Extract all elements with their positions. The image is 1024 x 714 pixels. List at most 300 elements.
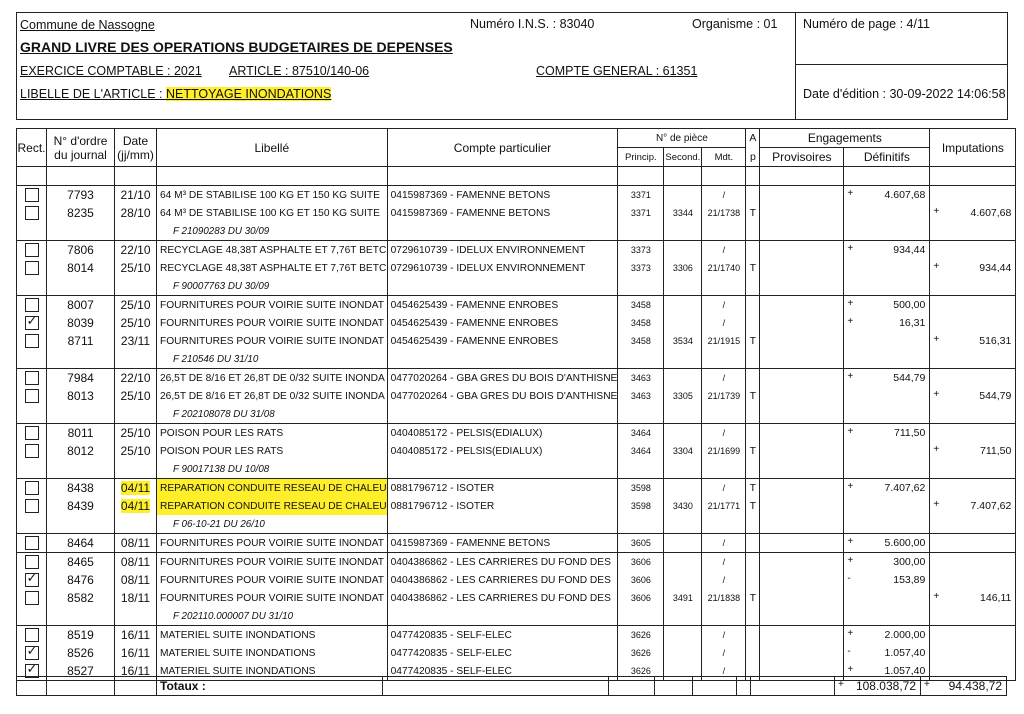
page-title: GRAND LIVRE DES OPERATIONS BUDGETAIRES DE DEPENSES — [20, 39, 453, 55]
imputations-cell — [930, 259, 1016, 277]
definitifs-cell — [844, 571, 930, 589]
provisoires-cell — [760, 553, 844, 572]
row-cell — [746, 350, 760, 369]
libelle-cell: FOURNITURES POUR VOIRIE SUITE INONDAT — [157, 571, 388, 589]
def-value: 7.407,62 — [884, 482, 926, 494]
mdt-cell: / — [702, 626, 746, 645]
ap-cell — [746, 314, 760, 332]
row-cell — [17, 515, 47, 534]
second-cell — [664, 296, 702, 315]
col-date-line2: (jj/mm) — [117, 147, 154, 162]
mdt-cell: / — [702, 424, 746, 443]
row-cell — [47, 460, 115, 479]
ap-cell: T — [746, 387, 760, 405]
date-value: 28/10 — [120, 206, 151, 220]
imputations-cell — [930, 626, 1016, 645]
row-cell — [47, 607, 115, 626]
provisoires-cell — [760, 571, 844, 589]
second-cell — [664, 534, 702, 553]
invoice-reference-row — [17, 607, 1016, 626]
row-cell — [760, 460, 844, 479]
totals-imp-sign: + — [924, 679, 930, 690]
col-second: Second. — [664, 148, 702, 167]
second-cell — [664, 626, 702, 645]
row-cell — [702, 460, 746, 479]
provisoires-cell — [760, 314, 844, 332]
date-cell — [115, 442, 157, 460]
provisoires-cell — [760, 204, 844, 222]
ordre-cell: 8039 — [47, 314, 115, 332]
article-code: ARTICLE : 87510/140-06 — [229, 64, 370, 78]
imp-value: 711,50 — [980, 445, 1012, 457]
def-sign: + — [847, 664, 854, 675]
ordre-cell: 8711 — [47, 332, 115, 350]
compte-cell: 0404386862 - LES CARRIERES DU FOND DES — [387, 589, 618, 607]
definitifs-cell — [844, 442, 930, 460]
row-cell — [115, 607, 157, 626]
rect-checkbox[interactable] — [25, 334, 39, 348]
spacer-cell — [760, 167, 844, 186]
compte-cell: 0477420835 - SELF-ELEC — [387, 644, 618, 662]
rect-cell — [17, 534, 47, 553]
rect-checkbox[interactable] — [25, 316, 39, 330]
libelle-cell: FOURNITURES POUR VOIRIE SUITE INONDAT — [157, 553, 388, 572]
row-cell — [702, 405, 746, 424]
mdt-cell: / — [702, 662, 746, 681]
row-cell — [115, 515, 157, 534]
date-cell — [115, 332, 157, 350]
date-cell — [115, 644, 157, 662]
ordre-cell: 7793 — [47, 186, 115, 205]
invoice-reference-row — [17, 460, 1016, 479]
table-row — [17, 241, 1016, 260]
compte-cell: 0477020264 - GBA GRES DU BOIS D'ANTHISNE — [387, 387, 618, 405]
rect-cell — [17, 241, 47, 260]
libelle-cell: 26,5T DE 8/16 ET 26,8T DE 0/32 SUITE INONDA — [157, 387, 388, 405]
date-value: 25/10 — [120, 444, 151, 458]
table-row — [17, 626, 1016, 645]
second-cell: 3304 — [664, 442, 702, 460]
row-cell — [664, 607, 702, 626]
col-ordre-line2: du journal — [54, 147, 107, 162]
totals-cell — [609, 677, 655, 696]
col-mdt: Mdt. — [702, 148, 746, 167]
rect-checkbox[interactable] — [25, 206, 39, 220]
def-sign: + — [847, 628, 854, 639]
spacer-cell — [47, 167, 115, 186]
mdt-cell: / — [702, 186, 746, 205]
row-cell — [618, 277, 664, 296]
row-cell — [930, 405, 1016, 424]
mdt-cell: / — [702, 534, 746, 553]
date-cell — [115, 186, 157, 205]
date-value: 16/11 — [120, 628, 151, 642]
spacer-cell — [746, 167, 760, 186]
second-cell: 3344 — [664, 204, 702, 222]
row-cell — [844, 277, 930, 296]
imp-value: 146,11 — [980, 592, 1012, 604]
ordre-cell: 8526 — [47, 644, 115, 662]
totals-cell — [47, 677, 115, 696]
totals-table — [16, 676, 1007, 696]
princip-cell: 3458 — [618, 332, 664, 350]
table-row — [17, 589, 1016, 607]
date-cell — [115, 497, 157, 515]
row-cell — [115, 350, 157, 369]
libelle-cell: MATERIEL SUITE INONDATIONS — [157, 644, 388, 662]
compte-cell: 0404085172 - PELSIS(EDIALUX) — [387, 424, 618, 443]
second-cell — [664, 571, 702, 589]
ap-cell — [746, 571, 760, 589]
invoice-reference: F 06-10-21 DU 26/10 — [157, 515, 388, 534]
ap-cell — [746, 186, 760, 205]
rect-checkbox[interactable] — [25, 573, 39, 587]
rect-cell — [17, 186, 47, 205]
table-row — [17, 479, 1016, 498]
row-cell — [17, 222, 47, 241]
provisoires-cell — [760, 241, 844, 260]
invoice-reference: F 21090283 DU 30/09 — [157, 222, 388, 241]
row-cell — [760, 405, 844, 424]
invoice-reference: F 90017138 DU 10/08 — [157, 460, 388, 479]
row-cell — [746, 277, 760, 296]
imp-sign: + — [933, 591, 940, 602]
imp-value: 544,79 — [979, 390, 1012, 402]
definitifs-cell — [844, 296, 930, 315]
exercice-comptable: EXERCICE COMPTABLE : 2021 — [20, 64, 202, 78]
ordre-cell: 8465 — [47, 553, 115, 572]
rect-checkbox[interactable] — [25, 591, 39, 605]
imputations-cell — [930, 369, 1016, 388]
date-cell — [115, 314, 157, 332]
totals-row — [17, 677, 1007, 696]
imputations-cell — [930, 534, 1016, 553]
ap-cell: T — [746, 204, 760, 222]
def-value: 1.057,40 — [884, 647, 926, 659]
libelle-cell: 64 M³ DE STABILISE 100 KG ET 150 KG SUITE — [157, 186, 388, 205]
def-value: 1.057,40 — [884, 665, 926, 677]
imputations-cell — [930, 296, 1016, 315]
row-cell — [746, 460, 760, 479]
rect-cell — [17, 644, 47, 662]
def-sign: + — [847, 371, 854, 382]
compte-general: COMPTE GENERAL : 61351 — [536, 64, 698, 78]
row-cell — [664, 222, 702, 241]
princip-cell: 3598 — [618, 497, 664, 515]
def-value: 300,00 — [893, 556, 926, 568]
imp-sign: + — [933, 444, 940, 455]
spacer-cell — [930, 167, 1016, 186]
imputations-cell — [930, 571, 1016, 589]
col-ap-p: p — [746, 148, 760, 167]
header-divider — [795, 64, 1007, 65]
header-divider — [795, 13, 796, 119]
mdt-cell: / — [702, 369, 746, 388]
compte-cell: 0454625439 - FAMENNE ENROBES — [387, 296, 618, 315]
def-sign: + — [847, 555, 854, 566]
col-libelle: Libellé — [157, 129, 388, 167]
rect-cell — [17, 626, 47, 645]
totals-definitifs — [835, 677, 921, 696]
imputations-cell — [930, 442, 1016, 460]
princip-cell: 3464 — [618, 442, 664, 460]
imp-sign: + — [933, 261, 940, 272]
col-date — [115, 129, 157, 167]
imp-sign: + — [933, 334, 940, 345]
date-value: 22/10 — [120, 371, 151, 385]
col-engagements: Engagements — [760, 129, 930, 148]
imp-value: 516,31 — [979, 335, 1012, 347]
row-cell — [17, 607, 47, 626]
rect-cell — [17, 424, 47, 443]
ins-number: Numéro I.N.S. : 83040 — [470, 17, 595, 31]
row-cell — [387, 222, 618, 241]
def-value: 544,79 — [893, 372, 926, 384]
table-row — [17, 442, 1016, 460]
compte-cell: 0415987369 - FAMENNE BETONS — [387, 534, 618, 553]
compte-cell: 0404386862 - LES CARRIERES DU FOND DES — [387, 571, 618, 589]
second-cell: 3430 — [664, 497, 702, 515]
invoice-reference-row — [17, 405, 1016, 424]
row-cell — [387, 277, 618, 296]
table-row — [17, 534, 1016, 553]
imputations-cell — [930, 332, 1016, 350]
table-row — [17, 369, 1016, 388]
row-cell — [760, 277, 844, 296]
ap-cell: T — [746, 332, 760, 350]
second-cell — [664, 553, 702, 572]
princip-cell: 3626 — [618, 644, 664, 662]
row-cell — [47, 405, 115, 424]
invoice-reference-row — [17, 350, 1016, 369]
rect-checkbox[interactable] — [25, 389, 39, 403]
definitifs-cell — [844, 553, 930, 572]
mdt-cell: / — [702, 241, 746, 260]
rect-cell — [17, 553, 47, 572]
libelle-article — [20, 87, 331, 101]
compte-cell: 0881796712 - ISOTER — [387, 479, 618, 498]
definitifs-cell — [844, 424, 930, 443]
second-cell — [664, 186, 702, 205]
invoice-reference-row — [17, 515, 1016, 534]
libelle-cell: MATERIEL SUITE INONDATIONS — [157, 626, 388, 645]
rect-cell — [17, 204, 47, 222]
spacer-cell — [844, 167, 930, 186]
row-cell — [930, 607, 1016, 626]
definitifs-cell — [844, 369, 930, 388]
def-sign: + — [847, 426, 854, 437]
rect-checkbox[interactable] — [25, 188, 39, 202]
date-value: 25/10 — [120, 316, 151, 330]
provisoires-cell — [760, 644, 844, 662]
imputations-cell — [930, 589, 1016, 607]
provisoires-cell — [760, 259, 844, 277]
libelle-cell: FOURNITURES POUR VOIRIE SUITE INONDAT — [157, 534, 388, 553]
table-row — [17, 314, 1016, 332]
imp-value: 934,44 — [979, 262, 1012, 274]
provisoires-cell — [760, 534, 844, 553]
libelle-cell: POISON POUR LES RATS — [157, 424, 388, 443]
libelle-cell: 26,5T DE 8/16 ET 26,8T DE 0/32 SUITE INONDA — [157, 369, 388, 388]
table-row — [17, 387, 1016, 405]
row-cell — [17, 405, 47, 424]
ordre-cell: 8007 — [47, 296, 115, 315]
princip-cell: 3373 — [618, 259, 664, 277]
row-cell — [844, 460, 930, 479]
row-cell — [664, 277, 702, 296]
imputations-cell — [930, 241, 1016, 260]
provisoires-cell — [760, 186, 844, 205]
totals-cell — [383, 677, 609, 696]
definitifs-cell — [844, 589, 930, 607]
rect-checkbox[interactable] — [25, 628, 39, 642]
ordre-cell: 8011 — [47, 424, 115, 443]
def-sign: - — [847, 573, 851, 584]
date-value: 25/10 — [120, 261, 151, 275]
def-sign: + — [847, 188, 854, 199]
row-cell — [702, 515, 746, 534]
ordre-cell: 8235 — [47, 204, 115, 222]
ap-cell — [746, 424, 760, 443]
ordre-cell: 8439 — [47, 497, 115, 515]
princip-cell: 3598 — [618, 479, 664, 498]
definitifs-cell — [844, 497, 930, 515]
definitifs-cell — [844, 644, 930, 662]
row-cell — [702, 277, 746, 296]
date-cell — [115, 387, 157, 405]
row-cell — [618, 460, 664, 479]
provisoires-cell — [760, 589, 844, 607]
table-row — [17, 424, 1016, 443]
princip-cell: 3371 — [618, 186, 664, 205]
row-cell — [387, 350, 618, 369]
mdt-cell: 21/1738 — [702, 204, 746, 222]
rect-checkbox[interactable] — [25, 499, 39, 513]
date-cell — [115, 553, 157, 572]
totals-def-value: 108.038,72 — [855, 679, 916, 693]
row-cell — [17, 350, 47, 369]
princip-cell: 3373 — [618, 241, 664, 260]
ap-cell: T — [746, 589, 760, 607]
ap-cell — [746, 369, 760, 388]
rect-checkbox[interactable] — [25, 243, 39, 257]
ordre-cell: 8476 — [47, 571, 115, 589]
date-value: 16/11 — [120, 646, 151, 660]
totals-imp-value: 94.438,72 — [948, 679, 1002, 693]
rect-checkbox[interactable] — [25, 646, 39, 660]
spacer-cell — [664, 167, 702, 186]
spacer-cell — [157, 167, 388, 186]
table-row — [17, 571, 1016, 589]
commune-name: Commune de Nassogne — [20, 18, 155, 32]
totals-cell — [751, 677, 835, 696]
imputations-cell — [930, 186, 1016, 205]
row-cell — [844, 222, 930, 241]
libelle-cell: RECYCLAGE 48,38T ASPHALTE ET 7,76T BETC — [157, 259, 388, 277]
rect-checkbox[interactable] — [25, 481, 39, 495]
rect-checkbox[interactable] — [25, 371, 39, 385]
mdt-cell: / — [702, 553, 746, 572]
rect-cell — [17, 332, 47, 350]
ordre-cell: 7806 — [47, 241, 115, 260]
rect-checkbox[interactable] — [25, 444, 39, 458]
row-cell — [844, 405, 930, 424]
mdt-cell: / — [702, 296, 746, 315]
mdt-cell: 21/1739 — [702, 387, 746, 405]
date-cell — [115, 571, 157, 589]
provisoires-cell — [760, 369, 844, 388]
princip-cell: 3463 — [618, 387, 664, 405]
rect-checkbox[interactable] — [25, 536, 39, 550]
date-value: 23/11 — [120, 334, 151, 348]
provisoires-cell — [760, 497, 844, 515]
col-provisoires: Provisoires — [760, 148, 844, 167]
definitifs-cell — [844, 626, 930, 645]
date-value: 25/10 — [120, 389, 151, 403]
row-cell — [760, 515, 844, 534]
invoice-reference: F 202108078 DU 31/08 — [157, 405, 388, 424]
second-cell: 3534 — [664, 332, 702, 350]
definitifs-cell — [844, 186, 930, 205]
compte-cell: 0729610739 - IDELUX ENVIRONNEMENT — [387, 259, 618, 277]
row-cell — [115, 222, 157, 241]
date-value: 04/11 — [120, 481, 151, 495]
row-cell — [17, 277, 47, 296]
date-cell — [115, 369, 157, 388]
row-cell — [618, 607, 664, 626]
rect-checkbox[interactable] — [25, 555, 39, 569]
ledger-table — [16, 128, 1016, 681]
rect-cell — [17, 589, 47, 607]
date-cell — [115, 296, 157, 315]
rect-checkbox[interactable] — [25, 261, 39, 275]
def-sign: + — [847, 243, 854, 254]
row-cell — [387, 460, 618, 479]
spacer-row — [17, 167, 1016, 186]
rect-cell — [17, 259, 47, 277]
def-value: 500,00 — [893, 299, 926, 311]
libelle-cell: RECYCLAGE 48,38T ASPHALTE ET 7,76T BETC — [157, 241, 388, 260]
col-ordre-line1: N° d'ordre — [53, 133, 108, 148]
ap-cell: T — [746, 497, 760, 515]
second-cell — [664, 424, 702, 443]
ap-cell — [746, 626, 760, 645]
spacer-cell — [387, 167, 618, 186]
totals-def-sign: + — [838, 679, 844, 690]
row-cell — [844, 607, 930, 626]
rect-checkbox[interactable] — [25, 298, 39, 312]
rect-checkbox[interactable] — [25, 426, 39, 440]
date-cell — [115, 589, 157, 607]
provisoires-cell — [760, 626, 844, 645]
row-cell — [930, 222, 1016, 241]
compte-cell: 0477420835 - SELF-ELEC — [387, 662, 618, 681]
ordre-cell: 7984 — [47, 369, 115, 388]
date-cell — [115, 259, 157, 277]
row-cell — [664, 515, 702, 534]
row-cell — [746, 222, 760, 241]
libelle-cell: FOURNITURES POUR VOIRIE SUITE INONDAT — [157, 296, 388, 315]
row-cell — [47, 222, 115, 241]
col-ap-a: A — [746, 129, 760, 148]
date-value: 18/11 — [120, 591, 151, 605]
page-number: Numéro de page : 4/11 — [803, 17, 930, 31]
princip-cell: 3606 — [618, 571, 664, 589]
imputations-cell — [930, 479, 1016, 498]
totals-cell — [655, 677, 693, 696]
mdt-cell: / — [702, 314, 746, 332]
imputations-cell — [930, 424, 1016, 443]
